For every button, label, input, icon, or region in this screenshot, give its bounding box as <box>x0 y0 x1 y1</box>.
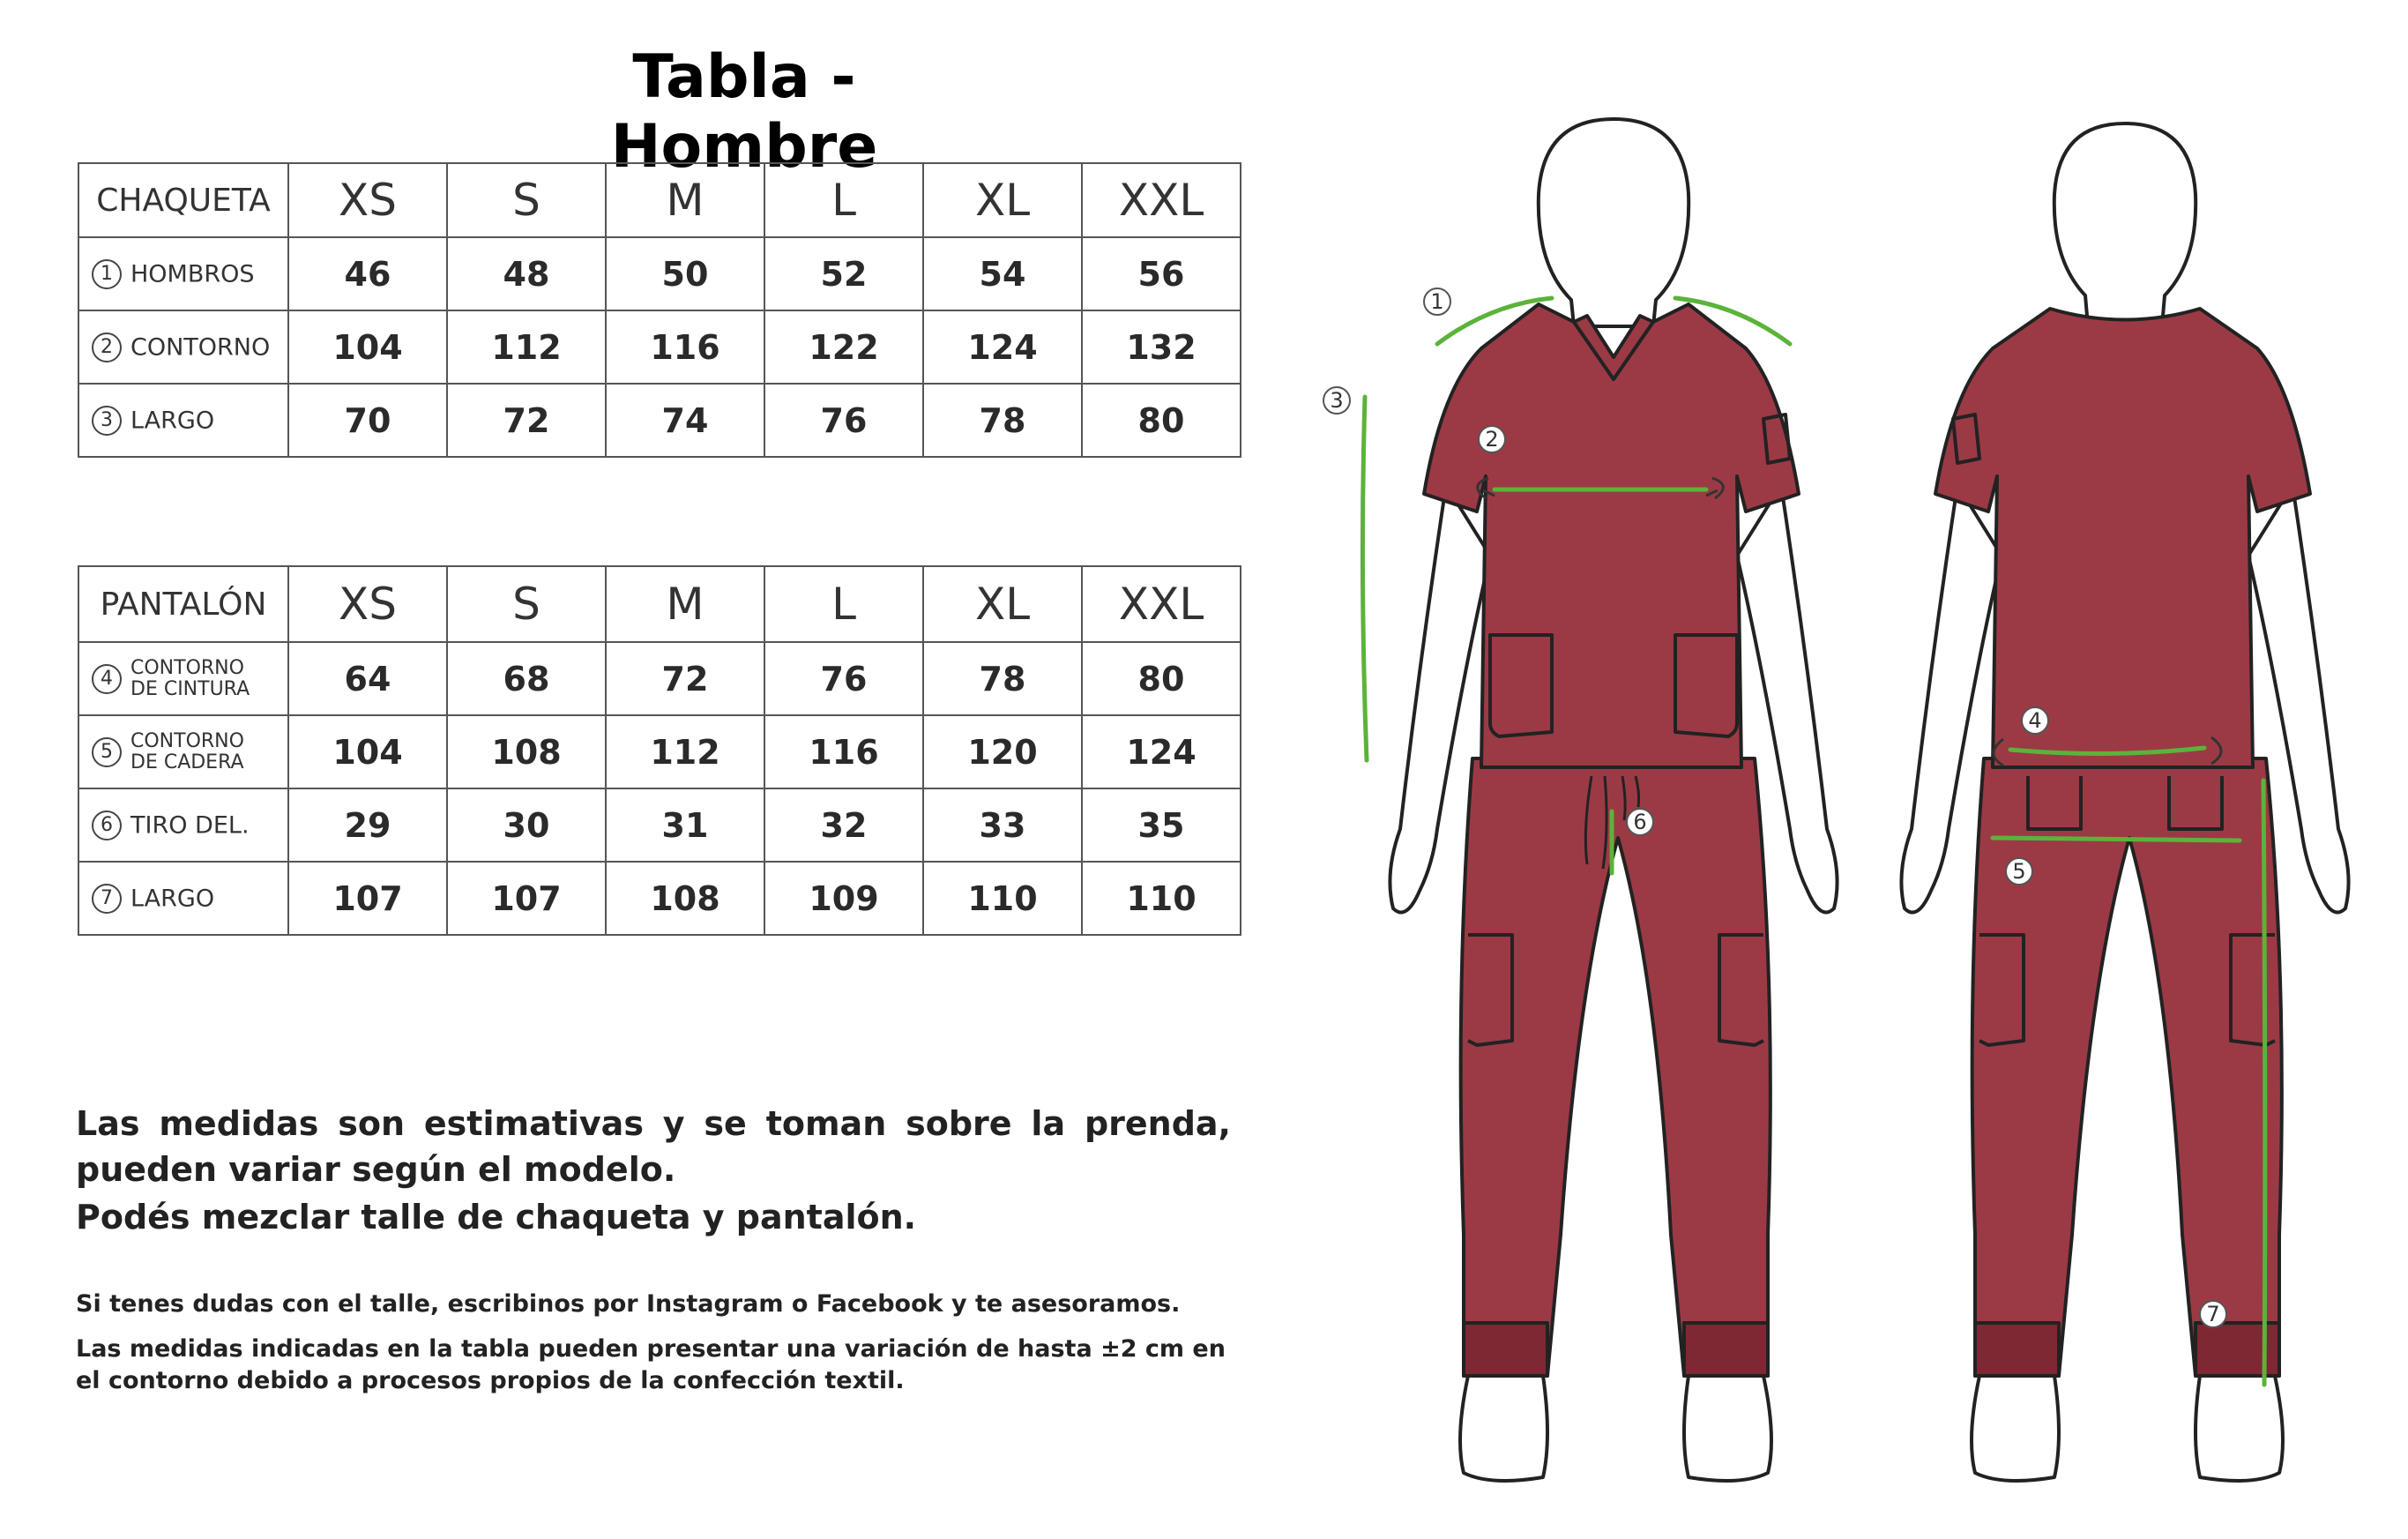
table-header-label: CHAQUETA <box>78 163 288 237</box>
table-cell: 78 <box>923 642 1082 715</box>
table-row <box>78 384 1241 457</box>
svg-text:6: 6 <box>1633 810 1647 834</box>
size-header: XS <box>288 566 447 642</box>
table-cell: 104 <box>288 715 447 788</box>
front-left-shoe <box>1460 1376 1547 1481</box>
size-header: XXL <box>1082 163 1241 237</box>
size-header: M <box>606 163 764 237</box>
marker-6 <box>1627 809 1653 835</box>
table-cell: 104 <box>288 310 447 384</box>
table-row <box>78 788 1241 862</box>
table-cell: 110 <box>1082 862 1241 935</box>
table-header-row <box>78 566 1241 642</box>
table-cell: 112 <box>606 715 764 788</box>
table-cell: 68 <box>447 642 606 715</box>
marker-1 <box>1424 288 1450 315</box>
front-head <box>1539 119 1689 326</box>
note-mix-sizes: Podés mezclar talle de chaqueta y pantalón. <box>76 1198 917 1236</box>
table-header-label: PANTALÓN <box>78 566 288 642</box>
back-pants <box>1972 758 2282 1376</box>
length-measure-line <box>1362 397 1367 760</box>
table-cell: 124 <box>923 310 1082 384</box>
front-left-cuff <box>1464 1323 1547 1376</box>
front-pants <box>1461 758 1771 1376</box>
front-right-cuff <box>1684 1323 1768 1376</box>
table-cell: 109 <box>764 862 923 935</box>
table-cell: 56 <box>1082 237 1241 310</box>
size-header: L <box>764 163 923 237</box>
marker-number: 3 <box>92 406 122 436</box>
table-cell: 70 <box>288 384 447 457</box>
marker-5 <box>2006 858 2032 885</box>
note-contact: Si tenes dudas con el talle, escribinos por Instagram o Facebook y te asesoramos. <box>76 1290 1181 1318</box>
row-label <box>78 715 288 788</box>
measure-name: TIRO DEL. <box>130 811 250 839</box>
front-view <box>1390 119 1837 1481</box>
back-left-shoe <box>1972 1376 2059 1481</box>
table-cell: 52 <box>764 237 923 310</box>
measurement-notes <box>76 1101 1231 1240</box>
table-row <box>78 310 1241 384</box>
table-cell: 107 <box>447 862 606 935</box>
table-cell: 107 <box>288 862 447 935</box>
table-cell: 112 <box>447 310 606 384</box>
size-header: S <box>447 163 606 237</box>
table-cell: 120 <box>923 715 1082 788</box>
table-cell: 64 <box>288 642 447 715</box>
table-cell: 35 <box>1082 788 1241 862</box>
table-cell: 76 <box>764 384 923 457</box>
table-cell: 29 <box>288 788 447 862</box>
measure-name: HOMBROS <box>130 260 255 288</box>
measure-name: LARGO <box>130 885 215 912</box>
table-cell: 80 <box>1082 642 1241 715</box>
scrubs-figure <box>1287 97 2372 1490</box>
jacket-size-table <box>78 162 1241 458</box>
table-cell: 74 <box>606 384 764 457</box>
size-header: XL <box>923 566 1082 642</box>
table-cell: 46 <box>288 237 447 310</box>
measure-name: DE CINTURA <box>130 677 250 700</box>
front-right-shoe <box>1684 1376 1771 1481</box>
table-cell: 50 <box>606 237 764 310</box>
table-cell: 76 <box>764 642 923 715</box>
measure-name: CONTORNO <box>130 656 244 679</box>
marker-2 <box>1479 426 1505 452</box>
marker-number: 7 <box>92 884 122 914</box>
back-right-shoe <box>2196 1376 2283 1481</box>
marker-number: 6 <box>92 811 122 840</box>
row-label <box>78 384 288 457</box>
row-label <box>78 788 288 862</box>
svg-text:3: 3 <box>1330 388 1344 413</box>
table-row <box>78 862 1241 935</box>
marker-3 <box>1323 387 1350 414</box>
table-cell: 72 <box>606 642 764 715</box>
size-header: L <box>764 566 923 642</box>
marker-number: 5 <box>92 737 122 767</box>
hip-measure-line <box>1993 838 2240 840</box>
table-cell: 78 <box>923 384 1082 457</box>
marker-4 <box>2022 707 2048 734</box>
marker-number: 2 <box>92 332 122 362</box>
back-left-cuff <box>1975 1323 2059 1376</box>
table-cell: 48 <box>447 237 606 310</box>
svg-text:4: 4 <box>2028 708 2042 733</box>
row-label <box>78 310 288 384</box>
table-cell: 108 <box>447 715 606 788</box>
size-header: M <box>606 566 764 642</box>
pants-size-table <box>78 565 1241 936</box>
table-cell: 80 <box>1082 384 1241 457</box>
row-label <box>78 862 288 935</box>
table-cell: 116 <box>764 715 923 788</box>
svg-text:2: 2 <box>1485 427 1499 452</box>
svg-text:7: 7 <box>2206 1302 2220 1326</box>
table-cell: 116 <box>606 310 764 384</box>
table-cell: 108 <box>606 862 764 935</box>
table-cell: 132 <box>1082 310 1241 384</box>
table-header-row <box>78 163 1241 237</box>
table-row <box>78 642 1241 715</box>
note-estimate: Las medidas son estimativas y se toman sobre la prenda, pueden variar según el modelo. <box>76 1104 1231 1189</box>
pants-length-measure-line <box>2263 781 2265 1385</box>
measure-name: DE CADERA <box>130 751 244 773</box>
measure-name: CONTORNO <box>130 333 271 361</box>
size-header: XL <box>923 163 1082 237</box>
marker-7 <box>2200 1301 2226 1327</box>
svg-text:1: 1 <box>1430 289 1444 314</box>
table-row <box>78 237 1241 310</box>
marker-number: 4 <box>92 664 122 694</box>
measure-name: LARGO <box>130 407 215 434</box>
table-cell: 30 <box>447 788 606 862</box>
size-header: XXL <box>1082 566 1241 642</box>
row-label <box>78 642 288 715</box>
svg-text:5: 5 <box>2012 859 2026 884</box>
table-cell: 122 <box>764 310 923 384</box>
table-cell: 33 <box>923 788 1082 862</box>
note-variation: Las medidas indicadas en la tabla pueden presentar una variación de hasta ±2 cm en el contorno debido a procesos propios de la confección textil. <box>76 1335 1226 1394</box>
table-cell: 124 <box>1082 715 1241 788</box>
back-head <box>2054 123 2196 326</box>
table-row <box>78 715 1241 788</box>
table-cell: 72 <box>447 384 606 457</box>
table-cell: 32 <box>764 788 923 862</box>
row-label <box>78 237 288 310</box>
measure-name: CONTORNO <box>130 729 244 752</box>
page-title: Tabla - Hombre <box>610 42 878 182</box>
back-view <box>1901 123 2348 1481</box>
table-cell: 110 <box>923 862 1082 935</box>
table-cell: 31 <box>606 788 764 862</box>
marker-number: 1 <box>92 259 122 289</box>
table-cell: 54 <box>923 237 1082 310</box>
size-header: XS <box>288 163 447 237</box>
size-header: S <box>447 566 606 642</box>
